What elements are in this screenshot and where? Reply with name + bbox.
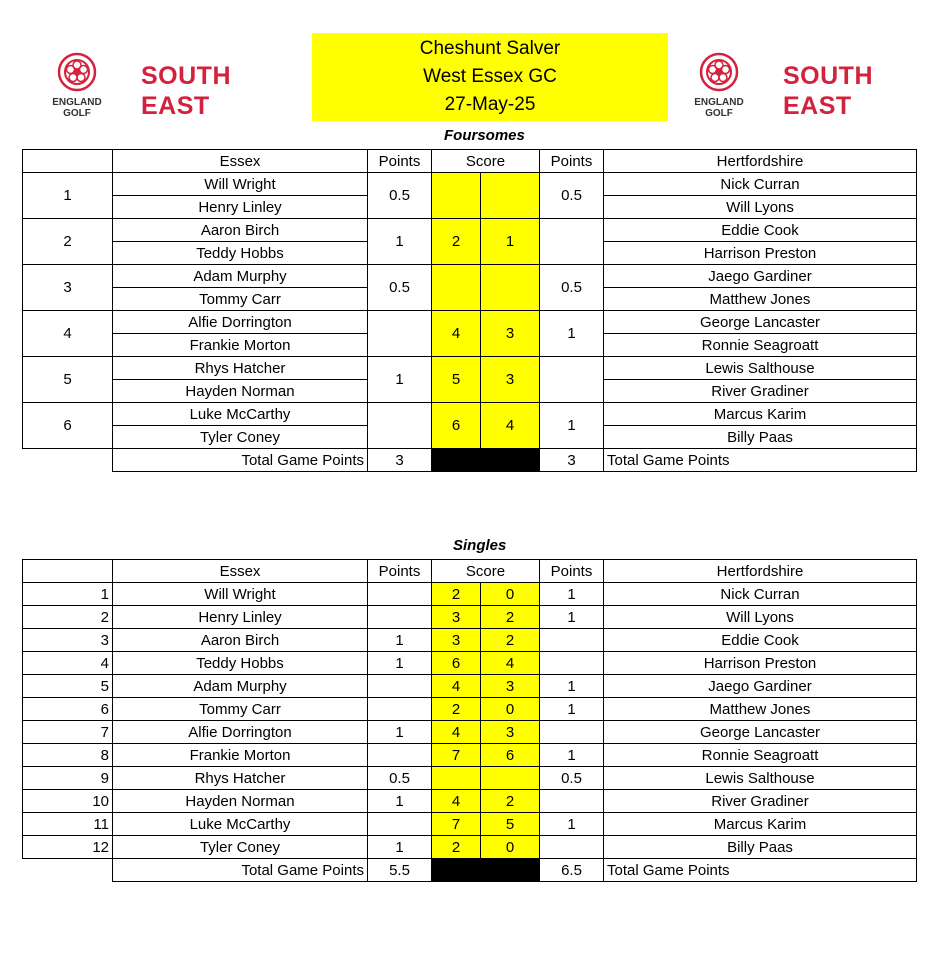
match-number: 1 bbox=[23, 583, 113, 606]
event-venue: West Essex GC bbox=[423, 66, 557, 87]
singles-title: Singles bbox=[453, 537, 507, 554]
score-2: 5 bbox=[481, 813, 540, 836]
points-a: 1 bbox=[368, 652, 432, 675]
points-b: 1 bbox=[540, 403, 604, 449]
match-number: 4 bbox=[23, 311, 113, 357]
england-golf-badge bbox=[46, 52, 108, 122]
score-2 bbox=[481, 767, 540, 790]
player-b2: Ronnie Seagroatt bbox=[604, 334, 917, 357]
header-row bbox=[23, 560, 917, 583]
table-row bbox=[23, 790, 917, 813]
score-1 bbox=[432, 767, 481, 790]
score-1: 4 bbox=[432, 790, 481, 813]
header-blank bbox=[23, 560, 113, 583]
points-b: 1 bbox=[540, 606, 604, 629]
match-number: 3 bbox=[23, 265, 113, 311]
score-1: 6 bbox=[432, 403, 481, 449]
header-points-b: Points bbox=[540, 150, 604, 173]
header-points-a: Points bbox=[368, 560, 432, 583]
player-b1: George Lancaster bbox=[604, 311, 917, 334]
points-b bbox=[540, 836, 604, 859]
header-team-b: Hertfordshire bbox=[604, 150, 917, 173]
points-b bbox=[540, 629, 604, 652]
points-a: 1 bbox=[368, 219, 432, 265]
event-name: Cheshunt Salver bbox=[419, 38, 561, 59]
foursomes-title: Foursomes bbox=[444, 127, 525, 144]
score-1 bbox=[432, 173, 481, 219]
points-a: 0.5 bbox=[368, 173, 432, 219]
foursomes-table bbox=[22, 149, 917, 472]
score-2 bbox=[481, 265, 540, 311]
header-score: Score bbox=[432, 560, 540, 583]
region-label bbox=[141, 61, 231, 121]
score-2: 3 bbox=[481, 357, 540, 403]
header-team-a: Essex bbox=[113, 150, 368, 173]
player-b2: Will Lyons bbox=[604, 196, 917, 219]
points-b: 1 bbox=[540, 583, 604, 606]
header-points-b: Points bbox=[540, 560, 604, 583]
score-1: 6 bbox=[432, 652, 481, 675]
table-row bbox=[23, 311, 917, 334]
table-row bbox=[23, 744, 917, 767]
points-a bbox=[368, 311, 432, 357]
score-2: 1 bbox=[481, 219, 540, 265]
player-a: Teddy Hobbs bbox=[113, 652, 368, 675]
player-a2: Frankie Morton bbox=[113, 334, 368, 357]
region-label bbox=[783, 61, 873, 121]
table-row bbox=[23, 357, 917, 380]
player-b2: River Gradiner bbox=[604, 380, 917, 403]
badge-text-2: GOLF bbox=[705, 108, 733, 119]
score-2: 4 bbox=[481, 403, 540, 449]
table-row bbox=[23, 629, 917, 652]
badge-text-1: ENGLAND bbox=[694, 97, 744, 108]
player-b1: Marcus Karim bbox=[604, 403, 917, 426]
score-2: 2 bbox=[481, 606, 540, 629]
points-a bbox=[368, 583, 432, 606]
player-b1: Eddie Cook bbox=[604, 219, 917, 242]
score-1: 4 bbox=[432, 675, 481, 698]
table-row bbox=[23, 813, 917, 836]
points-a bbox=[368, 813, 432, 836]
player-b2: Billy Paas bbox=[604, 426, 917, 449]
player-b: George Lancaster bbox=[604, 721, 917, 744]
player-a: Adam Murphy bbox=[113, 675, 368, 698]
score-2: 0 bbox=[481, 583, 540, 606]
player-a1: Rhys Hatcher bbox=[113, 357, 368, 380]
total-points-b: 3 bbox=[540, 449, 604, 472]
rose-icon bbox=[57, 52, 97, 92]
score-1: 3 bbox=[432, 606, 481, 629]
player-b: Jaego Gardiner bbox=[604, 675, 917, 698]
points-a: 1 bbox=[368, 721, 432, 744]
region-line-2: EAST bbox=[783, 92, 852, 120]
total-score-blackout bbox=[432, 449, 540, 472]
player-b2: Harrison Preston bbox=[604, 242, 917, 265]
total-blank bbox=[23, 449, 113, 472]
total-points-a: 5.5 bbox=[368, 859, 432, 882]
points-a bbox=[368, 403, 432, 449]
total-label-a: Total Game Points bbox=[113, 859, 368, 882]
points-a: 1 bbox=[368, 629, 432, 652]
player-b: Ronnie Seagroatt bbox=[604, 744, 917, 767]
table-row bbox=[23, 265, 917, 288]
header-blank bbox=[23, 150, 113, 173]
score-1: 2 bbox=[432, 219, 481, 265]
match-number: 2 bbox=[23, 606, 113, 629]
table-row bbox=[23, 403, 917, 426]
points-a: 1 bbox=[368, 357, 432, 403]
player-a2: Hayden Norman bbox=[113, 380, 368, 403]
match-number: 1 bbox=[23, 173, 113, 219]
player-a2: Tyler Coney bbox=[113, 426, 368, 449]
player-a: Will Wright bbox=[113, 583, 368, 606]
table-row bbox=[23, 675, 917, 698]
points-b: 1 bbox=[540, 744, 604, 767]
table-row bbox=[23, 606, 917, 629]
header-score: Score bbox=[432, 150, 540, 173]
score-1: 5 bbox=[432, 357, 481, 403]
score-2: 3 bbox=[481, 311, 540, 357]
england-golf-badge bbox=[688, 52, 750, 122]
score-2: 0 bbox=[481, 836, 540, 859]
match-number: 11 bbox=[23, 813, 113, 836]
table-row bbox=[23, 583, 917, 606]
header-points-a: Points bbox=[368, 150, 432, 173]
match-number: 5 bbox=[23, 675, 113, 698]
badge-text-2: GOLF bbox=[63, 108, 91, 119]
total-row bbox=[23, 449, 917, 472]
points-a: 0.5 bbox=[368, 265, 432, 311]
total-score-blackout bbox=[432, 859, 540, 882]
match-number: 10 bbox=[23, 790, 113, 813]
score-1 bbox=[432, 265, 481, 311]
region-line-1: SOUTH bbox=[783, 62, 873, 90]
table-row bbox=[23, 652, 917, 675]
event-title-box bbox=[312, 33, 668, 121]
match-number: 6 bbox=[23, 698, 113, 721]
match-number: 9 bbox=[23, 767, 113, 790]
match-number: 6 bbox=[23, 403, 113, 449]
points-b bbox=[540, 790, 604, 813]
points-a bbox=[368, 606, 432, 629]
score-1: 4 bbox=[432, 311, 481, 357]
points-b bbox=[540, 721, 604, 744]
score-2: 3 bbox=[481, 675, 540, 698]
player-a: Hayden Norman bbox=[113, 790, 368, 813]
player-b: Eddie Cook bbox=[604, 629, 917, 652]
score-1: 4 bbox=[432, 721, 481, 744]
points-a: 1 bbox=[368, 836, 432, 859]
player-a2: Teddy Hobbs bbox=[113, 242, 368, 265]
score-1: 7 bbox=[432, 744, 481, 767]
points-b bbox=[540, 219, 604, 265]
points-b: 1 bbox=[540, 813, 604, 836]
region-line-1: SOUTH bbox=[141, 62, 231, 90]
score-2: 2 bbox=[481, 629, 540, 652]
player-a1: Luke McCarthy bbox=[113, 403, 368, 426]
points-a: 0.5 bbox=[368, 767, 432, 790]
singles-table bbox=[22, 559, 917, 882]
player-a: Luke McCarthy bbox=[113, 813, 368, 836]
total-points-a: 3 bbox=[368, 449, 432, 472]
table-row bbox=[23, 698, 917, 721]
points-a bbox=[368, 698, 432, 721]
player-b: Billy Paas bbox=[604, 836, 917, 859]
player-b2: Matthew Jones bbox=[604, 288, 917, 311]
points-a bbox=[368, 744, 432, 767]
badge-text-1: ENGLAND bbox=[52, 97, 102, 108]
points-b: 0.5 bbox=[540, 173, 604, 219]
score-2: 4 bbox=[481, 652, 540, 675]
player-b: Will Lyons bbox=[604, 606, 917, 629]
score-2: 0 bbox=[481, 698, 540, 721]
event-date: 27-May-25 bbox=[444, 94, 536, 115]
player-a1: Adam Murphy bbox=[113, 265, 368, 288]
points-a bbox=[368, 675, 432, 698]
table-row bbox=[23, 173, 917, 196]
header-team-b: Hertfordshire bbox=[604, 560, 917, 583]
score-2: 2 bbox=[481, 790, 540, 813]
player-b: River Gradiner bbox=[604, 790, 917, 813]
points-b: 1 bbox=[540, 311, 604, 357]
score-2 bbox=[481, 173, 540, 219]
player-a2: Tommy Carr bbox=[113, 288, 368, 311]
total-points-b: 6.5 bbox=[540, 859, 604, 882]
points-b bbox=[540, 652, 604, 675]
match-number: 7 bbox=[23, 721, 113, 744]
player-a1: Alfie Dorrington bbox=[113, 311, 368, 334]
match-number: 12 bbox=[23, 836, 113, 859]
points-a: 1 bbox=[368, 790, 432, 813]
player-b: Matthew Jones bbox=[604, 698, 917, 721]
match-number: 4 bbox=[23, 652, 113, 675]
points-b bbox=[540, 357, 604, 403]
score-2: 3 bbox=[481, 721, 540, 744]
points-b: 0.5 bbox=[540, 767, 604, 790]
player-b: Marcus Karim bbox=[604, 813, 917, 836]
player-b: Lewis Salthouse bbox=[604, 767, 917, 790]
match-number: 5 bbox=[23, 357, 113, 403]
table-row bbox=[23, 836, 917, 859]
header-team-a: Essex bbox=[113, 560, 368, 583]
score-1: 3 bbox=[432, 629, 481, 652]
player-a: Rhys Hatcher bbox=[113, 767, 368, 790]
player-b1: Lewis Salthouse bbox=[604, 357, 917, 380]
player-a: Frankie Morton bbox=[113, 744, 368, 767]
player-a1: Aaron Birch bbox=[113, 219, 368, 242]
table-row bbox=[23, 767, 917, 790]
table-row bbox=[23, 721, 917, 744]
score-1: 2 bbox=[432, 836, 481, 859]
score-1: 2 bbox=[432, 698, 481, 721]
rose-icon bbox=[699, 52, 739, 92]
region-line-2: EAST bbox=[141, 92, 210, 120]
score-2: 6 bbox=[481, 744, 540, 767]
header-row bbox=[23, 150, 917, 173]
total-label-b: Total Game Points bbox=[604, 449, 917, 472]
table-row bbox=[23, 219, 917, 242]
total-row bbox=[23, 859, 917, 882]
match-number: 3 bbox=[23, 629, 113, 652]
score-1: 2 bbox=[432, 583, 481, 606]
player-a2: Henry Linley bbox=[113, 196, 368, 219]
player-a: Alfie Dorrington bbox=[113, 721, 368, 744]
player-b1: Nick Curran bbox=[604, 173, 917, 196]
total-label-a: Total Game Points bbox=[113, 449, 368, 472]
match-number: 2 bbox=[23, 219, 113, 265]
player-a: Tommy Carr bbox=[113, 698, 368, 721]
player-b: Harrison Preston bbox=[604, 652, 917, 675]
player-a: Aaron Birch bbox=[113, 629, 368, 652]
player-b1: Jaego Gardiner bbox=[604, 265, 917, 288]
points-b: 1 bbox=[540, 698, 604, 721]
player-b: Nick Curran bbox=[604, 583, 917, 606]
points-b: 1 bbox=[540, 675, 604, 698]
points-b: 0.5 bbox=[540, 265, 604, 311]
total-label-b: Total Game Points bbox=[604, 859, 917, 882]
player-a: Henry Linley bbox=[113, 606, 368, 629]
player-a: Tyler Coney bbox=[113, 836, 368, 859]
player-a1: Will Wright bbox=[113, 173, 368, 196]
score-1: 7 bbox=[432, 813, 481, 836]
total-blank bbox=[23, 859, 113, 882]
match-number: 8 bbox=[23, 744, 113, 767]
